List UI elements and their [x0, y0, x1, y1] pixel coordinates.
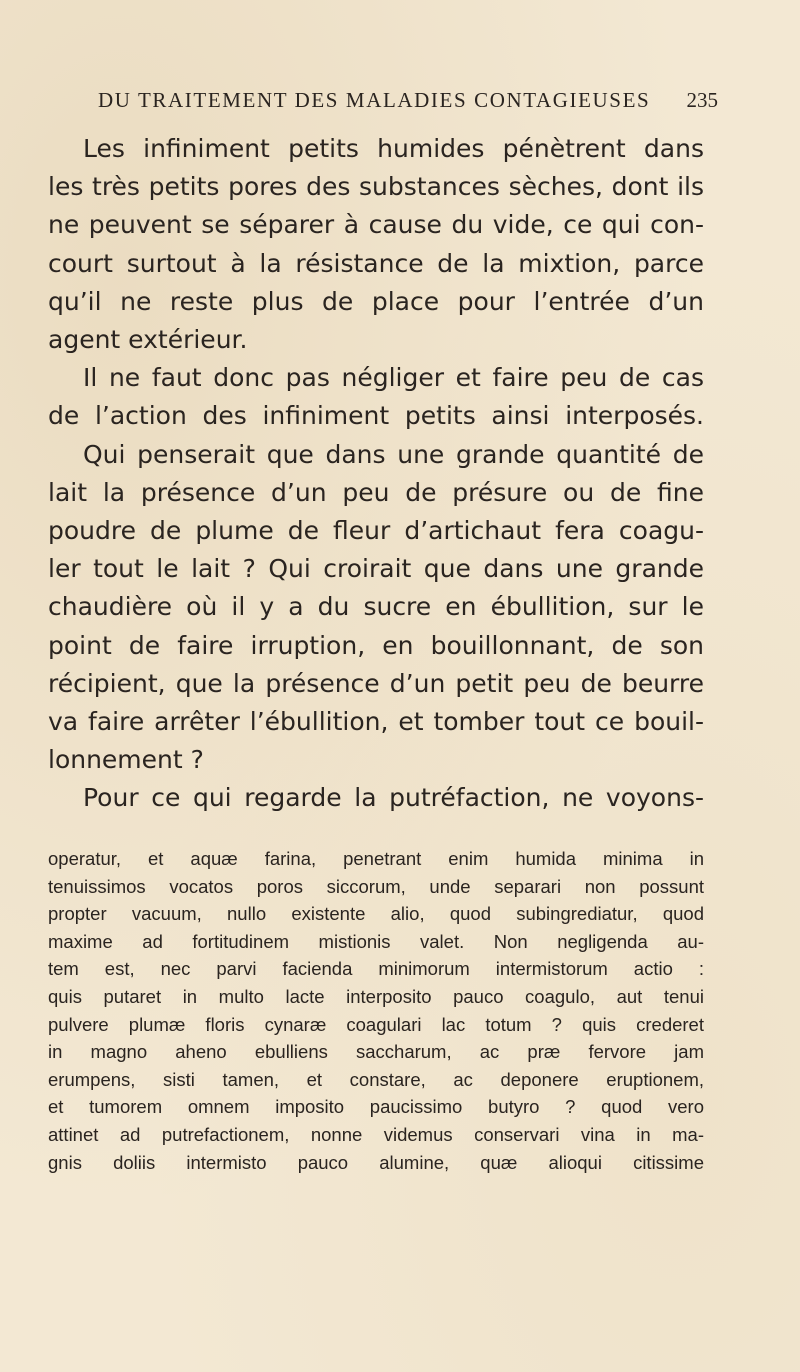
text-line: agent extérieur.	[48, 325, 248, 355]
text-line: va faire arrêter l’ébullition, et tomber tout ce bouil-	[48, 707, 704, 737]
footnote-line: in magno aheno ebulliens saccharum, ac præ fervore jam	[48, 1041, 704, 1063]
footnote-line: pulvere plumæ floris cynaræ coagulari lac totum ? quis crederet	[48, 1013, 704, 1035]
text-line: lait la présence d’un peu de présure ou de fine	[48, 477, 704, 507]
text-line: Il ne faut donc pas négliger et faire peu de cas	[83, 363, 704, 393]
footnote-line: quis putaret in multo lacte interposito pauco coagulo, aut tenui	[48, 985, 704, 1007]
running-head-title: DU TRAITEMENT DES MALADIES CONTAGIEUSES	[98, 88, 651, 112]
text-line: ne peuvent se séparer à cause du vide, ce qui con-	[48, 210, 704, 240]
footnote-line: gnis doliis intermisto pauco alumine, quæ alioqui citissime	[48, 1151, 704, 1173]
text-line: poudre de plume de fleur d’artichaut fera coagu-	[48, 516, 704, 546]
text-line: chaudière où il y a du sucre en ébullition, sur le	[48, 592, 704, 622]
text-line: qu’il ne reste plus de place pour l’entrée d’un	[48, 286, 704, 316]
text-line: récipient, que la présence d’un petit peu de beurre	[48, 668, 704, 698]
text-line: lonnement ?	[48, 745, 204, 775]
footnote-line: operatur, et aquæ farina, penetrant enim humida minima in	[48, 848, 704, 869]
text-line: les très petits pores des substances sèches, dont ils	[48, 172, 704, 202]
footnote-line: tenuissimos vocatos poros siccorum, unde separari non possunt	[48, 875, 704, 897]
footnote-line: erumpens, sisti tamen, et constare, ac deponere eruptionem,	[48, 1068, 704, 1090]
french-paragraphs	[48, 130, 704, 818]
text-line: court surtout à la résistance de la mixtion, parce	[48, 248, 704, 278]
text-line: Qui penserait que dans une grande quantité de	[83, 439, 704, 469]
text-line: de l’action des infiniment petits ainsi interposés.	[48, 401, 704, 431]
footnote-line: et tumorem omnem imposito paucissimo butyro ? quod vero	[48, 1096, 704, 1118]
text-line: Pour ce qui regarde la putréfaction, ne voyons-	[83, 783, 704, 813]
footnote-line: propter vacuum, nullo existente alio, quod subingrediatur, quod	[48, 903, 704, 925]
running-head	[98, 87, 718, 113]
latin-footnote	[48, 845, 704, 1176]
footnote-line: maxime ad fortitudinem mistionis valet. Non negligenda au-	[48, 930, 704, 952]
footnote-line: tem est, nec parvi facienda minimorum intermistorum actio :	[48, 958, 704, 980]
footnote-line: attinet ad putrefactionem, nonne videmus conservari vina in ma-	[48, 1123, 704, 1145]
page-number: 235	[686, 88, 718, 112]
text-line: point de faire irruption, en bouillonnant, de son	[48, 630, 704, 660]
text-line: Les infiniment petits humides pénètrent dans	[83, 134, 704, 163]
text-line: ler tout le lait ? Qui croirait que dans une grande	[48, 554, 704, 584]
